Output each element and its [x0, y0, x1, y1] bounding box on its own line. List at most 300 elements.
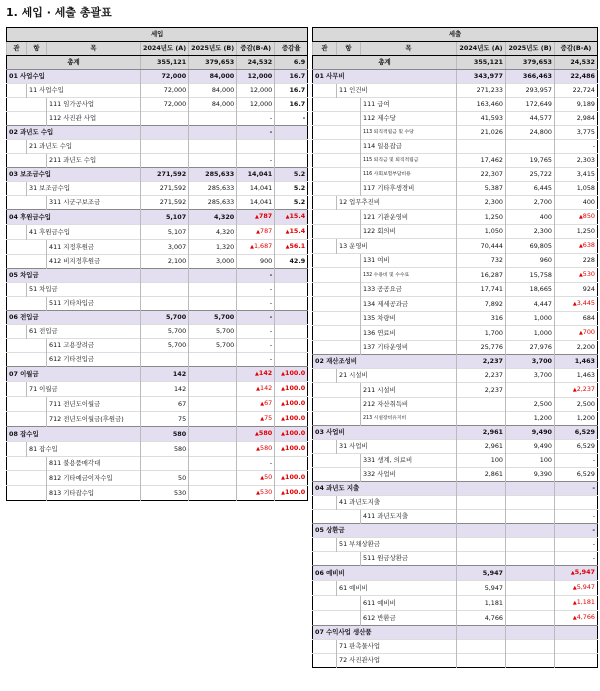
value-rate	[275, 353, 308, 367]
value-2024	[457, 398, 506, 412]
indent-cell	[313, 538, 337, 552]
value-2024: 732	[457, 254, 506, 268]
value-2024	[457, 640, 506, 654]
row-label: 212 자산취득비	[361, 398, 457, 412]
row-label: 41 과년도지출	[337, 496, 457, 510]
row-label: 11 사업수입	[27, 84, 141, 98]
value-2024: 5,107	[141, 225, 189, 240]
value-2024: 271,592	[141, 196, 189, 210]
table-row	[7, 283, 308, 297]
value-2024	[457, 626, 506, 640]
indent-cell	[7, 255, 27, 269]
row-label: 31 보조금수입	[27, 182, 141, 196]
value-2024: 17,741	[457, 283, 506, 297]
table-row	[313, 239, 598, 254]
indent-cell	[7, 297, 27, 311]
row-label: 211 시설비	[361, 383, 457, 398]
value-2025: 366,463	[506, 70, 555, 84]
value-2025	[506, 596, 555, 611]
row-label: 117 기타후생경비	[361, 182, 457, 196]
value-diff	[237, 442, 275, 457]
row-label: 41 후원금수입	[27, 225, 141, 240]
indent-cell	[27, 353, 47, 367]
value-2025	[189, 382, 237, 397]
value-diff	[237, 210, 275, 225]
value-2025: 285,633	[189, 196, 237, 210]
value-2024	[141, 297, 189, 311]
column-header-row	[313, 42, 598, 56]
value-2025	[189, 442, 237, 457]
table-row	[313, 126, 598, 140]
value-2025	[189, 353, 237, 367]
table-row	[313, 196, 598, 210]
value-diff	[555, 210, 598, 225]
value-diff: 2,303	[555, 154, 598, 168]
decrease-triangle-icon: ▲	[572, 615, 577, 621]
row-label: 211 과년도 수입	[47, 154, 141, 168]
indent-cell	[7, 84, 27, 98]
value-diff	[555, 326, 598, 341]
indent-cell	[27, 339, 47, 353]
column-header: 목	[47, 42, 141, 56]
value-2025	[506, 566, 555, 581]
row-label: 136 연료비	[361, 326, 457, 341]
decrease-triangle-icon: ▲	[256, 386, 261, 392]
value-2025: 84,000	[189, 98, 237, 112]
decrease-triangle-icon: ▲	[281, 386, 286, 392]
value-rate	[275, 339, 308, 353]
decrease-triangle-icon: ▲	[285, 229, 290, 235]
indent-cell	[337, 268, 361, 283]
value-rate	[275, 240, 308, 255]
value-rate	[275, 457, 308, 471]
value-2025	[506, 140, 555, 154]
value-2025	[506, 538, 555, 552]
value-2025	[189, 471, 237, 486]
table-row	[313, 482, 598, 496]
indent-cell	[313, 383, 337, 398]
table-row	[7, 240, 308, 255]
value-2025: 293,957	[506, 84, 555, 98]
value-2025: 27,976	[506, 341, 555, 355]
column-header: 2025년도 (B)	[189, 42, 237, 56]
value-diff: 684	[555, 312, 598, 326]
table-row	[7, 196, 308, 210]
value-2024	[457, 524, 506, 538]
table-row	[313, 70, 598, 84]
table-row	[7, 112, 308, 126]
table-row	[313, 355, 598, 369]
value-diff	[555, 626, 598, 640]
value-rate	[275, 382, 308, 397]
value-rate	[275, 140, 308, 154]
value-2024: 50	[141, 471, 189, 486]
value-2025: 3,000	[189, 255, 237, 269]
value-diff: -	[237, 311, 275, 325]
decrease-triangle-icon: ▲	[256, 446, 261, 452]
row-label: 111 급여	[361, 98, 457, 112]
table-row	[313, 440, 598, 454]
indent-cell	[337, 283, 361, 297]
table-row	[313, 210, 598, 225]
value-2025	[506, 482, 555, 496]
value-rate	[275, 225, 308, 240]
decrease-triangle-icon: ▲	[578, 272, 583, 278]
value-2024	[457, 654, 506, 668]
table-row	[7, 457, 308, 471]
value-rate	[275, 154, 308, 168]
indent-cell	[7, 240, 27, 255]
indent-cell	[313, 552, 337, 566]
row-label: 812 기타예금이자수입	[47, 471, 141, 486]
value-rate	[275, 311, 308, 325]
value-rate-value: 100.0	[285, 399, 306, 407]
indent-cell	[7, 196, 27, 210]
value-rate	[275, 269, 308, 283]
table-row	[313, 398, 598, 412]
value-rate	[275, 297, 308, 311]
value-2024: 5,700	[141, 339, 189, 353]
row-label: 813 기타잡수입	[47, 486, 141, 501]
row-label: 21 과년도 수입	[27, 140, 141, 154]
decrease-triangle-icon: ▲	[255, 371, 259, 377]
table-row	[313, 383, 598, 398]
table-row	[7, 225, 308, 240]
total-rate: 6.9	[275, 56, 308, 70]
decrease-triangle-icon: ▲	[578, 243, 583, 249]
table-row	[7, 325, 308, 339]
table-row	[7, 412, 308, 427]
column-header: 증감(B-A)	[237, 42, 275, 56]
value-2024	[141, 126, 189, 140]
value-rate-value: 100.0	[285, 384, 306, 392]
value-2025: 2,700	[506, 196, 555, 210]
indent-cell	[313, 654, 337, 668]
value-2025: 69,805	[506, 239, 555, 254]
value-rate: 5.2	[275, 168, 308, 182]
total-row	[313, 56, 598, 70]
decrease-triangle-icon: ▲	[572, 585, 577, 591]
row-label: 611 예비비	[361, 596, 457, 611]
value-2025: 9,390	[506, 468, 555, 482]
section-header-row	[313, 28, 598, 42]
value-2025: 3,700	[506, 355, 555, 369]
value-2024: 343,977	[457, 70, 506, 84]
table-row	[313, 566, 598, 581]
value-2024: 142	[141, 382, 189, 397]
row-label: 08 잡수입	[7, 427, 141, 442]
value-rate-value: 100.0	[285, 444, 306, 452]
indent-cell	[313, 496, 337, 510]
table-row	[313, 640, 598, 654]
indent-cell	[337, 611, 361, 626]
row-label: 06 예비비	[313, 566, 457, 581]
indent-cell	[337, 552, 361, 566]
value-2024: 75	[141, 412, 189, 427]
value-diff-value: 530	[582, 270, 595, 278]
value-2024: 72,000	[141, 98, 189, 112]
value-diff-value: 700	[582, 328, 595, 336]
value-rate-value: 100.0	[285, 488, 306, 496]
decrease-triangle-icon: ▲	[281, 446, 286, 452]
decrease-triangle-icon: ▲	[281, 416, 286, 422]
value-2025: 4,447	[506, 297, 555, 312]
value-2025: 2,500	[506, 398, 555, 412]
decrease-triangle-icon: ▲	[250, 244, 254, 250]
value-diff: 6,529	[555, 426, 598, 440]
table-row	[7, 486, 308, 501]
indent-cell	[313, 398, 337, 412]
value-2025	[189, 427, 237, 442]
value-2024	[457, 496, 506, 510]
row-label: 12 업무추진비	[337, 196, 457, 210]
row-label: 13 운영비	[337, 239, 457, 254]
table-row	[313, 626, 598, 640]
row-label: 213 시설장비유지비	[361, 412, 457, 426]
table-row	[7, 269, 308, 283]
decrease-triangle-icon: ▲	[260, 475, 265, 481]
value-rate: 5.2	[275, 196, 308, 210]
table-row	[313, 84, 598, 98]
indent-cell	[337, 312, 361, 326]
value-2025: 84,000	[189, 70, 237, 84]
value-diff: 12,000	[237, 84, 275, 98]
row-label: 133 공공요금	[361, 283, 457, 297]
table-row	[313, 140, 598, 154]
table-row	[313, 426, 598, 440]
value-diff: -	[237, 457, 275, 471]
decrease-triangle-icon: ▲	[285, 214, 290, 220]
value-2025: 100	[506, 454, 555, 468]
value-2025: 9,490	[506, 440, 555, 454]
total-row	[7, 56, 308, 70]
row-label: 04 과년도 지출	[313, 482, 457, 496]
table-row	[313, 654, 598, 668]
value-diff: -	[555, 482, 598, 496]
row-label: 05 차입금	[7, 269, 141, 283]
indent-cell	[7, 112, 27, 126]
value-2025: 285,633	[189, 168, 237, 182]
indent-cell	[337, 168, 361, 182]
value-rate	[275, 427, 308, 442]
value-2025: 4,320	[189, 210, 237, 225]
value-diff: -	[237, 353, 275, 367]
column-header: 관	[7, 42, 27, 56]
value-2024: 1,181	[457, 596, 506, 611]
decrease-triangle-icon: ▲	[281, 475, 286, 481]
row-label: 06 전입금	[7, 311, 141, 325]
value-rate	[275, 325, 308, 339]
column-header: 관	[313, 42, 337, 56]
value-diff	[555, 239, 598, 254]
section-label: 세입	[7, 28, 308, 42]
row-label: 112 사진관 사업	[47, 112, 141, 126]
row-label: 02 재산조성비	[313, 355, 457, 369]
value-2024: 72,000	[141, 70, 189, 84]
value-diff: -	[237, 325, 275, 339]
value-2025: 172,649	[506, 98, 555, 112]
total-label: 총계	[313, 56, 457, 70]
value-diff	[237, 412, 275, 427]
row-label: 72 사진관사업	[337, 654, 457, 668]
value-2024: 2,100	[141, 255, 189, 269]
value-diff-value: 850	[582, 212, 595, 220]
value-diff: 1,463	[555, 369, 598, 383]
indent-cell	[27, 154, 47, 168]
column-header: 항	[27, 42, 47, 56]
value-2024: 4,766	[457, 611, 506, 626]
indent-cell	[313, 596, 337, 611]
value-rate-value: 100.0	[285, 473, 306, 481]
value-diff: -	[237, 297, 275, 311]
value-2025: 15,758	[506, 268, 555, 283]
table-row	[7, 397, 308, 412]
value-2024	[141, 269, 189, 283]
value-diff: -	[237, 126, 275, 140]
indent-cell	[27, 297, 47, 311]
value-2024: 16,287	[457, 268, 506, 283]
indent-cell	[337, 98, 361, 112]
indent-cell	[7, 98, 27, 112]
table-row	[7, 367, 308, 382]
value-diff: 2,200	[555, 341, 598, 355]
value-2024: 316	[457, 312, 506, 326]
value-2024: 3,007	[141, 240, 189, 255]
row-label: 61 예비비	[337, 581, 457, 596]
row-label: 135 차량비	[361, 312, 457, 326]
indent-cell	[337, 182, 361, 196]
indent-cell	[337, 126, 361, 140]
value-2024	[457, 538, 506, 552]
decrease-triangle-icon: ▲	[256, 490, 261, 496]
value-diff: -	[237, 112, 275, 126]
column-header: 2024년도 (A)	[457, 42, 506, 56]
value-2024: 17,462	[457, 154, 506, 168]
indent-cell	[7, 225, 27, 240]
value-diff: -	[237, 339, 275, 353]
row-label: 412 비지정후원금	[47, 255, 141, 269]
value-diff	[555, 268, 598, 283]
value-diff: 400	[555, 196, 598, 210]
value-diff: -	[555, 538, 598, 552]
table-row	[7, 311, 308, 325]
value-2024: 67	[141, 397, 189, 412]
value-diff-value: 142	[258, 369, 273, 377]
value-diff	[555, 611, 598, 626]
indent-cell	[313, 168, 337, 182]
revenue-table	[6, 27, 308, 501]
indent-cell	[337, 112, 361, 126]
page-title: 1. 세입 · 세출 총괄표	[6, 6, 112, 19]
row-label: 05 상환금	[313, 524, 457, 538]
indent-cell	[7, 140, 27, 154]
indent-cell	[313, 312, 337, 326]
value-diff-value: 3,445	[576, 299, 595, 307]
value-2025: 285,633	[189, 182, 237, 196]
value-2025: 19,765	[506, 154, 555, 168]
indent-cell	[313, 268, 337, 283]
indent-cell	[313, 369, 337, 383]
row-label: 71 판촉물사업	[337, 640, 457, 654]
table-row	[7, 297, 308, 311]
row-label: 131 여비	[361, 254, 457, 268]
value-diff	[555, 297, 598, 312]
value-2024: 7,892	[457, 297, 506, 312]
value-2024: 2,237	[457, 355, 506, 369]
value-rate	[275, 471, 308, 486]
row-label: 712 전년도이월금(후원금)	[47, 412, 141, 427]
value-diff	[555, 654, 598, 668]
value-diff: 228	[555, 254, 598, 268]
value-diff: -	[237, 154, 275, 168]
value-2025: 1,000	[506, 326, 555, 341]
value-rate: -	[275, 112, 308, 126]
table-row	[313, 268, 598, 283]
value-rate	[275, 397, 308, 412]
decrease-triangle-icon: ▲	[260, 401, 265, 407]
total-b: 379,653	[506, 56, 555, 70]
value-2024	[141, 353, 189, 367]
value-2025	[189, 112, 237, 126]
total-b: 379,653	[189, 56, 237, 70]
table-row	[313, 297, 598, 312]
value-diff: 14,041	[237, 168, 275, 182]
row-label: 121 기관운영비	[361, 210, 457, 225]
row-label: 111 임가공사업	[47, 98, 141, 112]
indent-cell	[337, 596, 361, 611]
indent-cell	[7, 325, 27, 339]
row-label: 07 수익사업 생산품	[313, 626, 457, 640]
value-2024: 1,050	[457, 225, 506, 239]
indent-cell	[313, 510, 337, 524]
row-label: 115 퇴직금 및 퇴직적립금	[361, 154, 457, 168]
value-2025: 84,000	[189, 84, 237, 98]
indent-cell	[313, 112, 337, 126]
value-2024	[141, 154, 189, 168]
value-rate-value: 100.0	[285, 429, 306, 437]
row-label: 51 차입금	[27, 283, 141, 297]
value-rate-value: 100.0	[285, 414, 306, 422]
value-diff-value: 142	[260, 384, 273, 392]
row-label: 21 시설비	[337, 369, 457, 383]
row-label: 02 과년도 수입	[7, 126, 141, 140]
indent-cell	[7, 353, 27, 367]
row-label: 116 사회보험부담비용	[361, 168, 457, 182]
value-rate	[275, 210, 308, 225]
row-label: 811 불용품매각대	[47, 457, 141, 471]
value-diff: 6,529	[555, 468, 598, 482]
row-label: 311 시군구보조금	[47, 196, 141, 210]
value-diff: 2,984	[555, 112, 598, 126]
row-label: 04 후원금수입	[7, 210, 141, 225]
value-2025	[189, 126, 237, 140]
table-row	[7, 471, 308, 486]
value-2025	[506, 654, 555, 668]
table-row	[7, 353, 308, 367]
row-label: 11 인건비	[337, 84, 457, 98]
table-row	[313, 538, 598, 552]
value-rate-value: 15.4	[289, 212, 306, 220]
total-a: 355,121	[457, 56, 506, 70]
value-diff: 22,724	[555, 84, 598, 98]
value-2025: 4,320	[189, 225, 237, 240]
value-diff	[555, 596, 598, 611]
table-row	[313, 225, 598, 239]
section-label: 세출	[313, 28, 598, 42]
value-diff: 1,058	[555, 182, 598, 196]
row-label: 711 전년도이월금	[47, 397, 141, 412]
table-row	[7, 382, 308, 397]
